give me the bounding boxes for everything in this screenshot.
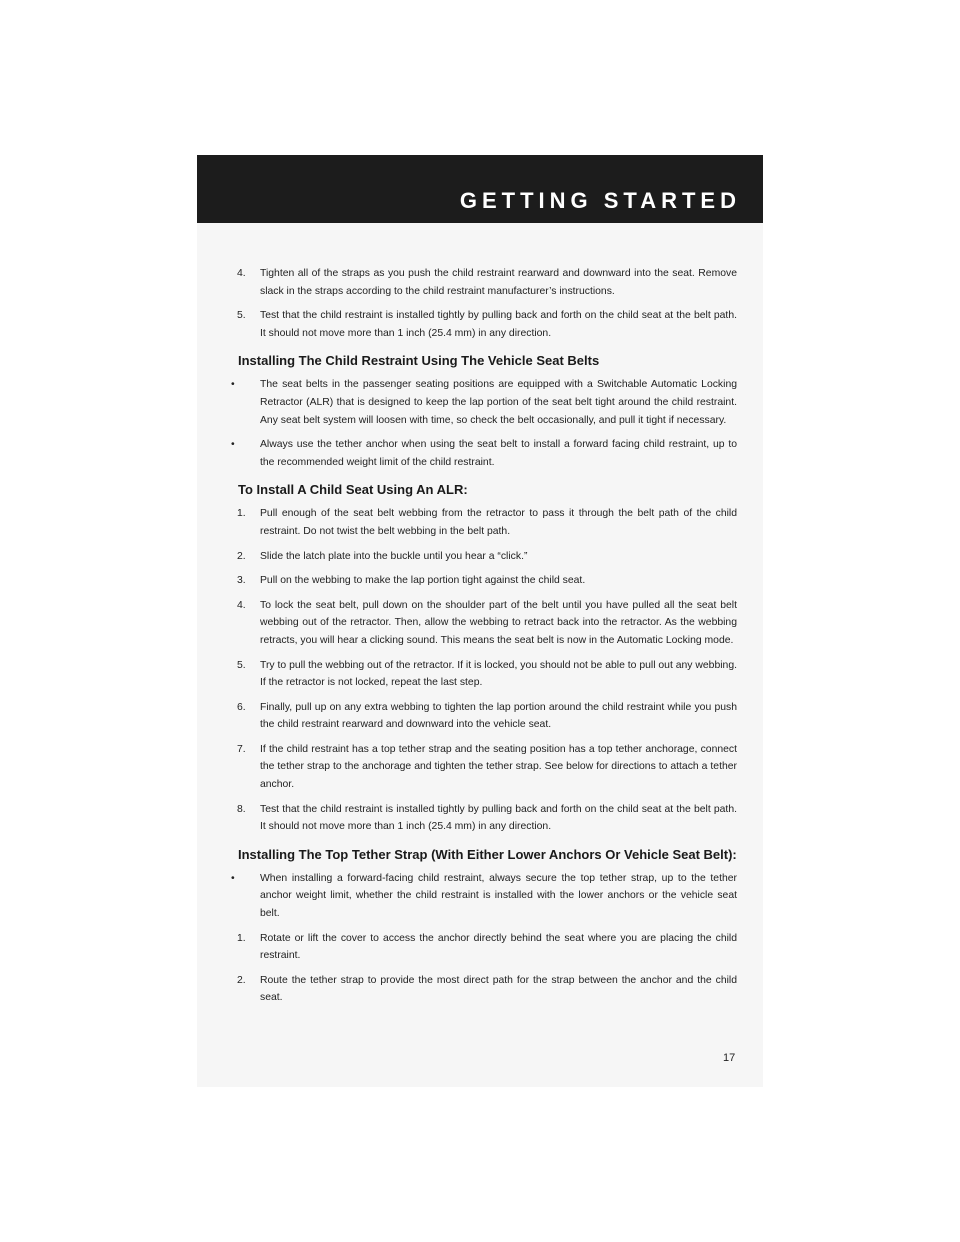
section-header-bar — [197, 155, 763, 223]
list-item — [237, 657, 737, 692]
list-text: Rotate or lift the cover to access the anchor directly behind the seat where you are placing the child restraint. — [260, 932, 737, 962]
list-marker: 8. — [237, 803, 246, 815]
list-text: Tighten all of the straps as you push the child restraint rearward and downward into the seat. Remove slack in the straps according to the child restraint manufacturer’s instructions. — [260, 268, 737, 297]
bullet-marker: • — [231, 379, 235, 391]
list-text: Pull enough of the seat belt webbing from the retractor to pass it through the belt path of the child restraint. Do not twist the belt webbing in the belt path. — [260, 508, 737, 537]
list-marker: 7. — [237, 743, 246, 755]
list-marker: 5. — [237, 659, 246, 671]
section-heading: Installing The Top Tether Strap (With Either Lower Anchors Or Vehicle Seat Belt): — [238, 846, 737, 862]
bullet-text: The seat belts in the passenger seating positions are equipped with a Switchable Automatic Locking Retractor (ALR) that is designed to keep the lap portion of the seat belt tight around the child restraint. Any seat belt system will loosen with time, so check the belt occasionally, and pull it tight if necessary. — [260, 379, 737, 426]
list-text: Test that the child restraint is installed tightly by pulling back and forth on the child seat at the belt path. It should not move more than 1 inch (25.4 mm) in any direction. — [260, 803, 737, 833]
list-marker: 5. — [237, 310, 246, 322]
bullet-text: When installing a forward-facing child restraint, always secure the top tether strap, up to the tether anchor weight limit, whether the child restraint is installed with the lower anchors or the vehicle seat belt. — [260, 872, 737, 920]
bullet-item — [231, 436, 737, 471]
list-text: Try to pull the webbing out of the retractor. If it is locked, you should not be able to pull out any webbing. If the retractor is not locked, repeat the last step. — [260, 659, 737, 689]
list-text: Test that the child restraint is installed tightly by pulling back and forth on the child seat at the belt path. It should not move more than 1 inch (25.4 mm) in any direction. — [260, 310, 737, 339]
list-item — [237, 572, 737, 590]
list-text: If the child restraint has a top tether strap and the seating position has a top tether anchorage, connect the tether strap to the anchorage and tighten the tether strap. See below for directions to attach a tether anchor. — [260, 743, 737, 791]
list-item — [237, 699, 737, 734]
list-item — [237, 597, 737, 650]
list-marker: 4. — [237, 599, 246, 611]
section-heading: Installing The Child Restraint Using The Vehicle Seat Belts — [238, 353, 600, 369]
list-text: Slide the latch plate into the buckle until you hear a “click.” — [260, 550, 528, 562]
list-marker: 1. — [237, 932, 246, 944]
bullet-text: Always use the tether anchor when using the seat belt to install a forward facing child restraint, up to the recommended weight limit of the child restraint. — [260, 439, 737, 468]
list-item — [237, 265, 737, 300]
list-text: To lock the seat belt, pull down on the shoulder part of the belt until you have pulled all the seat belt webbing out of the retractor. Then, allow the webbing to retract back into the retractor. As the webbing retracts, you will hear a clicking sound. This means the seat belt is now in the Automatic Locking mode. — [260, 599, 737, 646]
list-marker: 1. — [237, 508, 246, 520]
list-marker: 6. — [237, 701, 246, 713]
section-title: GETTING STARTED — [459, 188, 741, 213]
list-marker: 2. — [237, 550, 246, 562]
list-text: Route the tether strap to provide the most direct path for the strap between the anchor and the child seat. — [260, 974, 737, 1004]
bullet-marker: • — [231, 439, 235, 451]
list-item — [237, 505, 737, 540]
bullet-item — [231, 376, 737, 429]
list-text: Pull on the webbing to make the lap portion tight against the child seat. — [260, 575, 586, 587]
list-marker: 4. — [237, 268, 246, 279]
bullet-item — [231, 870, 737, 923]
bullet-marker: • — [231, 872, 235, 884]
list-marker: 3. — [237, 575, 246, 587]
list-text: Finally, pull up on any extra webbing to tighten the lap portion around the child restraint while you push the child restraint rearward and downward into the vehicle seat. — [260, 701, 737, 731]
list-item — [237, 548, 737, 566]
list-item — [237, 741, 737, 794]
list-item — [237, 930, 737, 965]
section-heading: To Install A Child Seat Using An ALR: — [238, 482, 468, 498]
list-marker: 2. — [237, 974, 246, 986]
page-content — [231, 265, 737, 1014]
list-item — [237, 801, 737, 836]
page-number: 17 — [723, 1052, 736, 1064]
list-item — [237, 307, 737, 342]
list-item — [237, 972, 737, 1007]
